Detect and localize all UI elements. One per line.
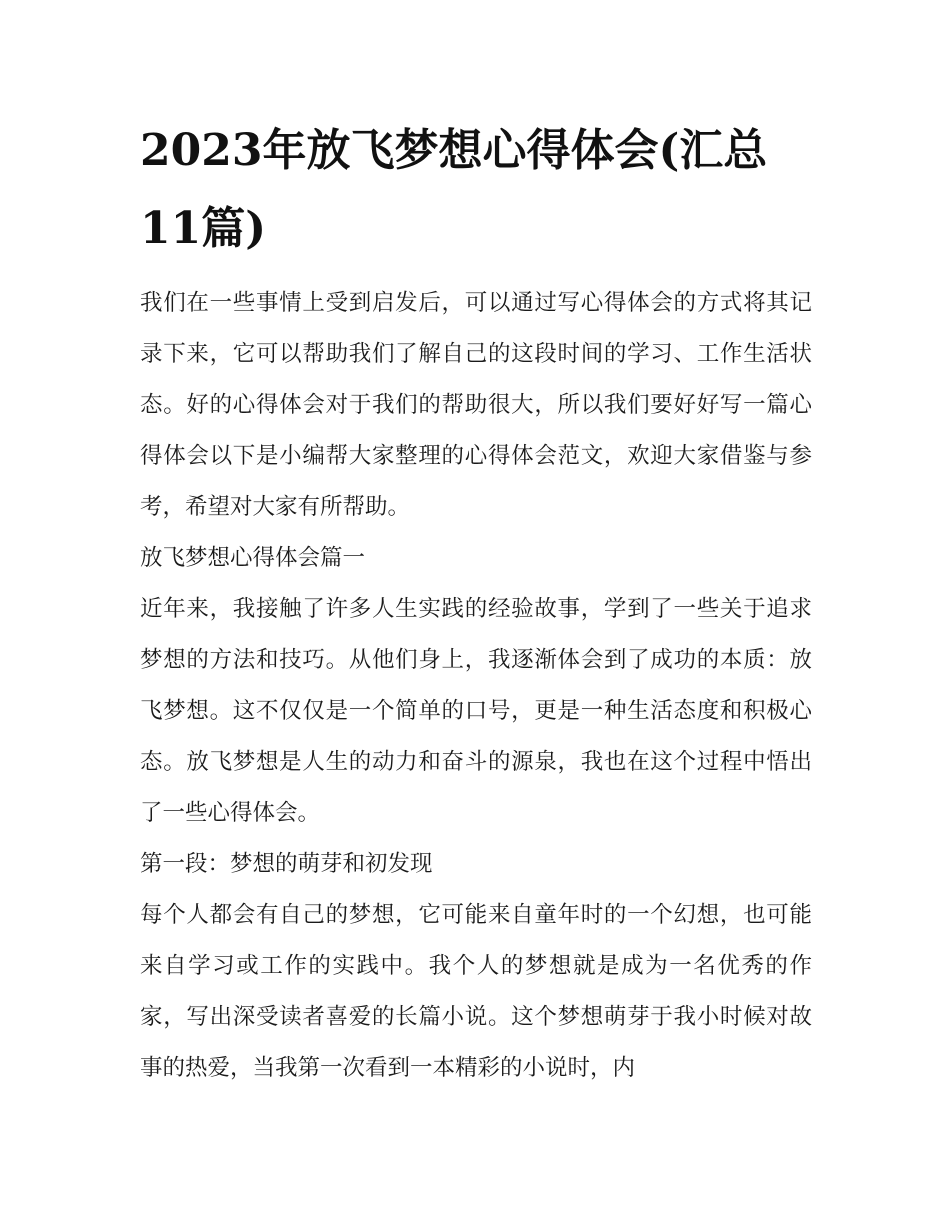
section-heading: 放飞梦想心得体会篇一 bbox=[140, 545, 366, 571]
section-paragraph: 近年来，我接触了许多人生实践的经验故事，学到了一些关于追求梦想的方法和技巧。从他们身上，我逐渐体会到了成功的本质：放飞梦想。这不仅仅是一个简单的口号，更是一种生活态度和积极心态。放飞梦想是人生的动力和奋斗的源泉，我也在这个过程中悟出了一些心得体会。 bbox=[140, 596, 812, 826]
subsection-paragraph: 每个人都会有自己的梦想，它可能来自童年时的一个幻想，也可能来自学习或工作的实践中。我个人的梦想就是成为一名优秀的作家，写出深受读者喜爱的长篇小说。这个梦想萌芽于我小时候对故事的热爱，当我第一次看到一本精彩的小说时，内 bbox=[140, 902, 812, 1081]
document-title: 2023年放飞梦想心得体会(汇总11篇) bbox=[140, 125, 768, 254]
intro-paragraph: 我们在一些事情上受到启发后，可以通过写心得体会的方式将其记录下来，它可以帮助我们了解自己的这段时间的学习、工作生活状态。好的心得体会对于我们的帮助很大，所以我们要好好写一篇心得体会以下是小编帮大家整理的心得体会范文，欢迎大家借鉴与参考，希望对大家有所帮助。 bbox=[140, 290, 812, 520]
document-body bbox=[140, 112, 812, 1094]
subsection-heading: 第一段：梦想的萌芽和初发现 bbox=[140, 851, 433, 877]
